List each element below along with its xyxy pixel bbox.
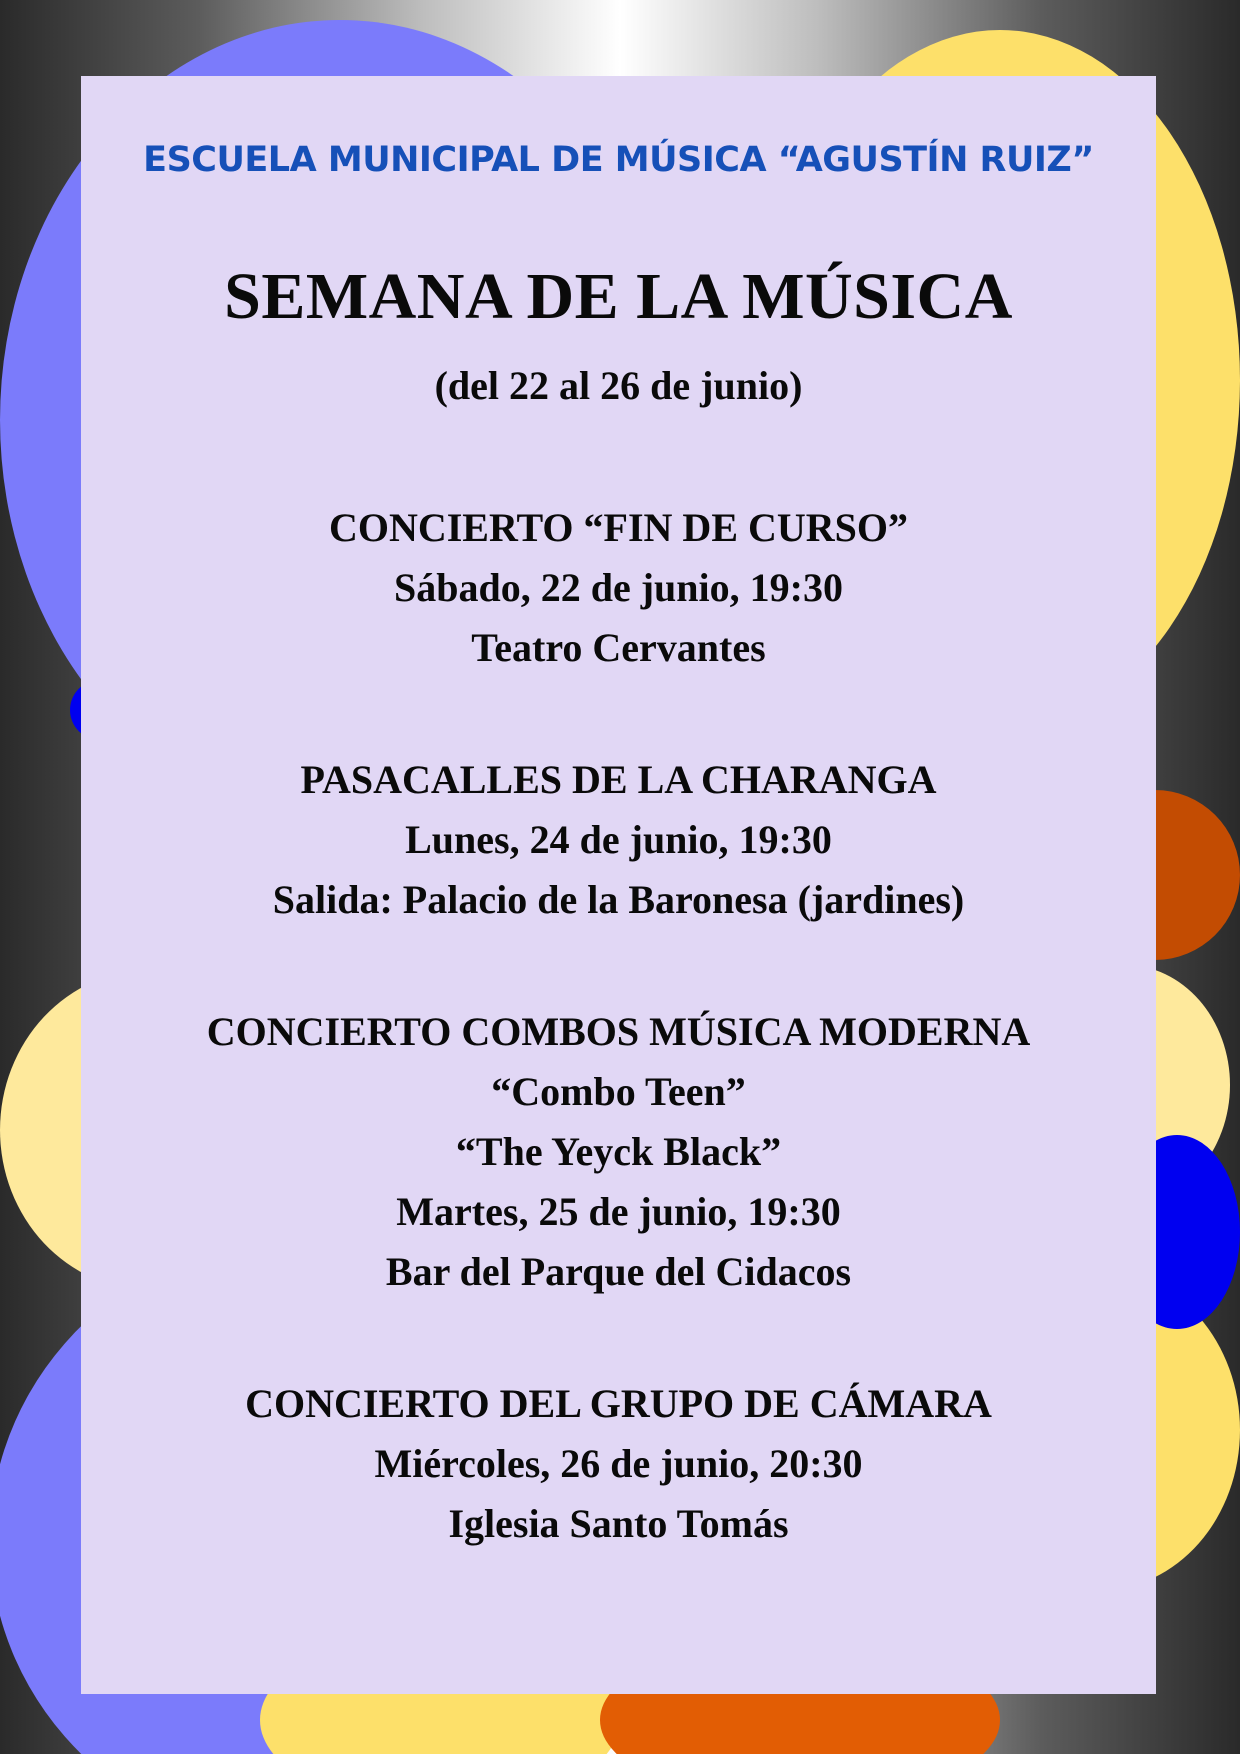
event-1-datetime: Sábado, 22 de junio, 19:30 (394, 565, 843, 610)
event-1-venue: Teatro Cervantes (471, 625, 766, 670)
event-4-venue: Iglesia Santo Tomás (448, 1501, 789, 1546)
event-3-name: CONCIERTO COMBOS MÚSICA MODERNA (206, 1009, 1031, 1054)
event-1-name: CONCIERTO “FIN DE CURSO” (328, 505, 909, 550)
event-2-name: PASACALLES DE LA CHARANGA (300, 757, 937, 802)
event-4-datetime: Miércoles, 26 de junio, 20:30 (374, 1441, 863, 1486)
school-name: ESCUELA MUNICIPAL DE MÚSICA “AGUSTÍN RUIZ” (143, 140, 1094, 180)
event-2-datetime: Lunes, 24 de junio, 19:30 (405, 817, 832, 862)
event-week-title: SEMANA DE LA MÚSICA (224, 260, 1013, 333)
event-4-name: CONCIERTO DEL GRUPO DE CÁMARA (245, 1381, 992, 1426)
event-3-group-2: “The Yeyck Black” (455, 1129, 782, 1174)
event-3-datetime: Martes, 25 de junio, 19:30 (396, 1189, 841, 1234)
event-3-venue: Bar del Parque del Cidacos (385, 1249, 852, 1294)
week-dates: (del 22 al 26 de junio) (434, 363, 803, 408)
poster-panel (81, 76, 1156, 1694)
event-2-venue: Salida: Palacio de la Baronesa (jardines) (272, 877, 965, 922)
event-3-group-1: “Combo Teen” (491, 1069, 746, 1114)
